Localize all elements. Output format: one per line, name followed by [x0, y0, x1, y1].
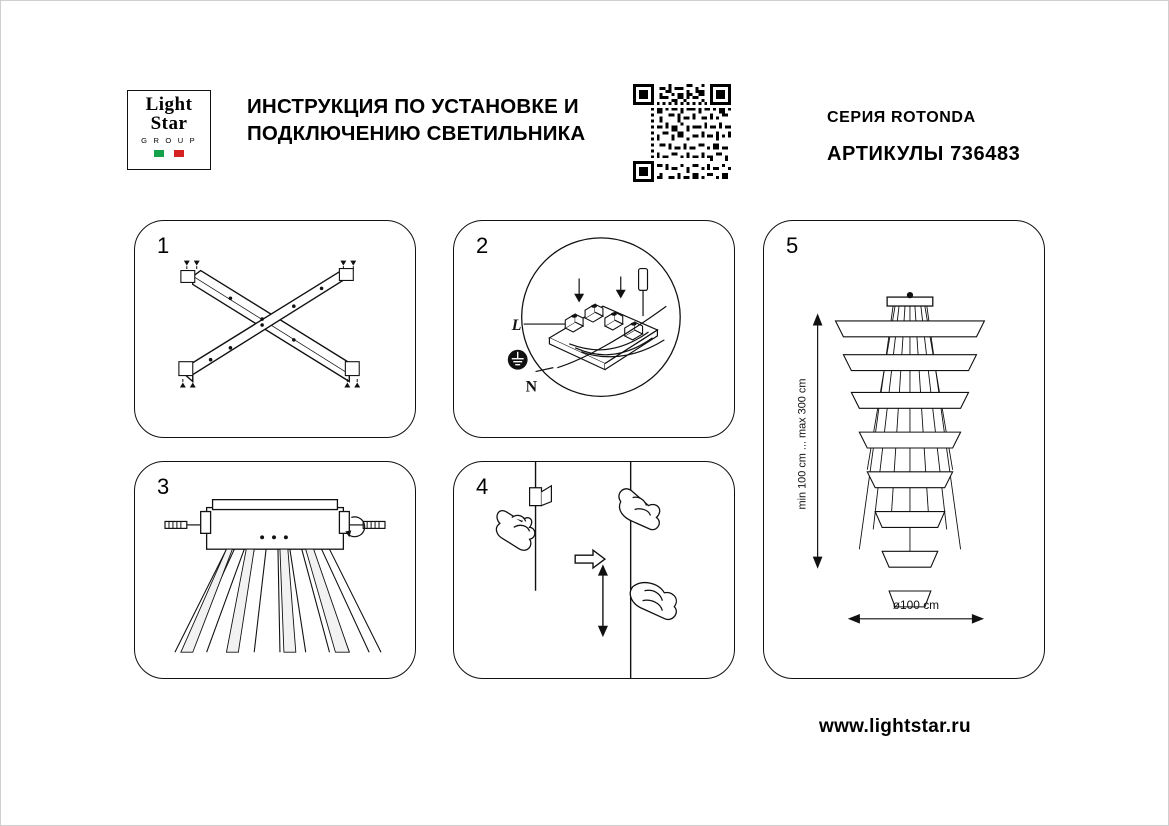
- logo-line-1: Light: [145, 94, 193, 115]
- header: [127, 83, 1047, 187]
- height-dimension-arrow: [814, 315, 822, 567]
- ground-symbol-icon: [508, 350, 528, 370]
- diameter-dimension-arrow: [849, 615, 982, 623]
- step-number-5: 5: [786, 233, 799, 258]
- cross-bracket-assembly-diagram: [135, 221, 415, 437]
- step-panel-2: [453, 220, 735, 438]
- chandelier-dimensions-diagram: [764, 221, 1044, 678]
- italian-flag-icon: [154, 150, 184, 157]
- canopy-mounting-diagram: [135, 462, 415, 678]
- terminal-block-wiring-diagram: [454, 221, 734, 437]
- step-number-2: 2: [476, 233, 489, 258]
- logo-line-3: G R O U P: [141, 136, 197, 145]
- step-panel-3: [134, 461, 416, 679]
- logo-line-2: Star: [150, 113, 188, 134]
- brand-logo: [127, 90, 211, 170]
- article-label: АРТИКУЛЫ 736483: [827, 143, 1021, 165]
- terminal-label-live: L: [511, 316, 522, 334]
- step-panel-5: [763, 220, 1045, 679]
- step-panel-4: [453, 461, 735, 679]
- series-label: СЕРИЯ ROTONDA: [827, 109, 976, 126]
- diameter-dimension-label: ø100 cm: [892, 597, 940, 612]
- step-number-4: 4: [476, 474, 489, 499]
- page-title: ИНСТРУКЦИЯ ПО УСТАНОВКЕ И ПОДКЛЮЧЕНИЮ СВЕТИЛЬНИКА: [247, 95, 586, 145]
- right-arrow-icon: [575, 550, 605, 568]
- website-link[interactable]: www.lightstar.ru: [819, 716, 971, 737]
- step-number-3: 3: [157, 474, 170, 499]
- height-dimension-label: min 100 cm ... max 300 cm: [796, 378, 809, 510]
- terminal-label-neutral: N: [525, 378, 538, 396]
- step-panel-1: [134, 220, 416, 438]
- qr-code-icon: [633, 84, 731, 182]
- step-number-1: 1: [157, 233, 170, 258]
- cable-adjust-hands-diagram: [454, 462, 734, 678]
